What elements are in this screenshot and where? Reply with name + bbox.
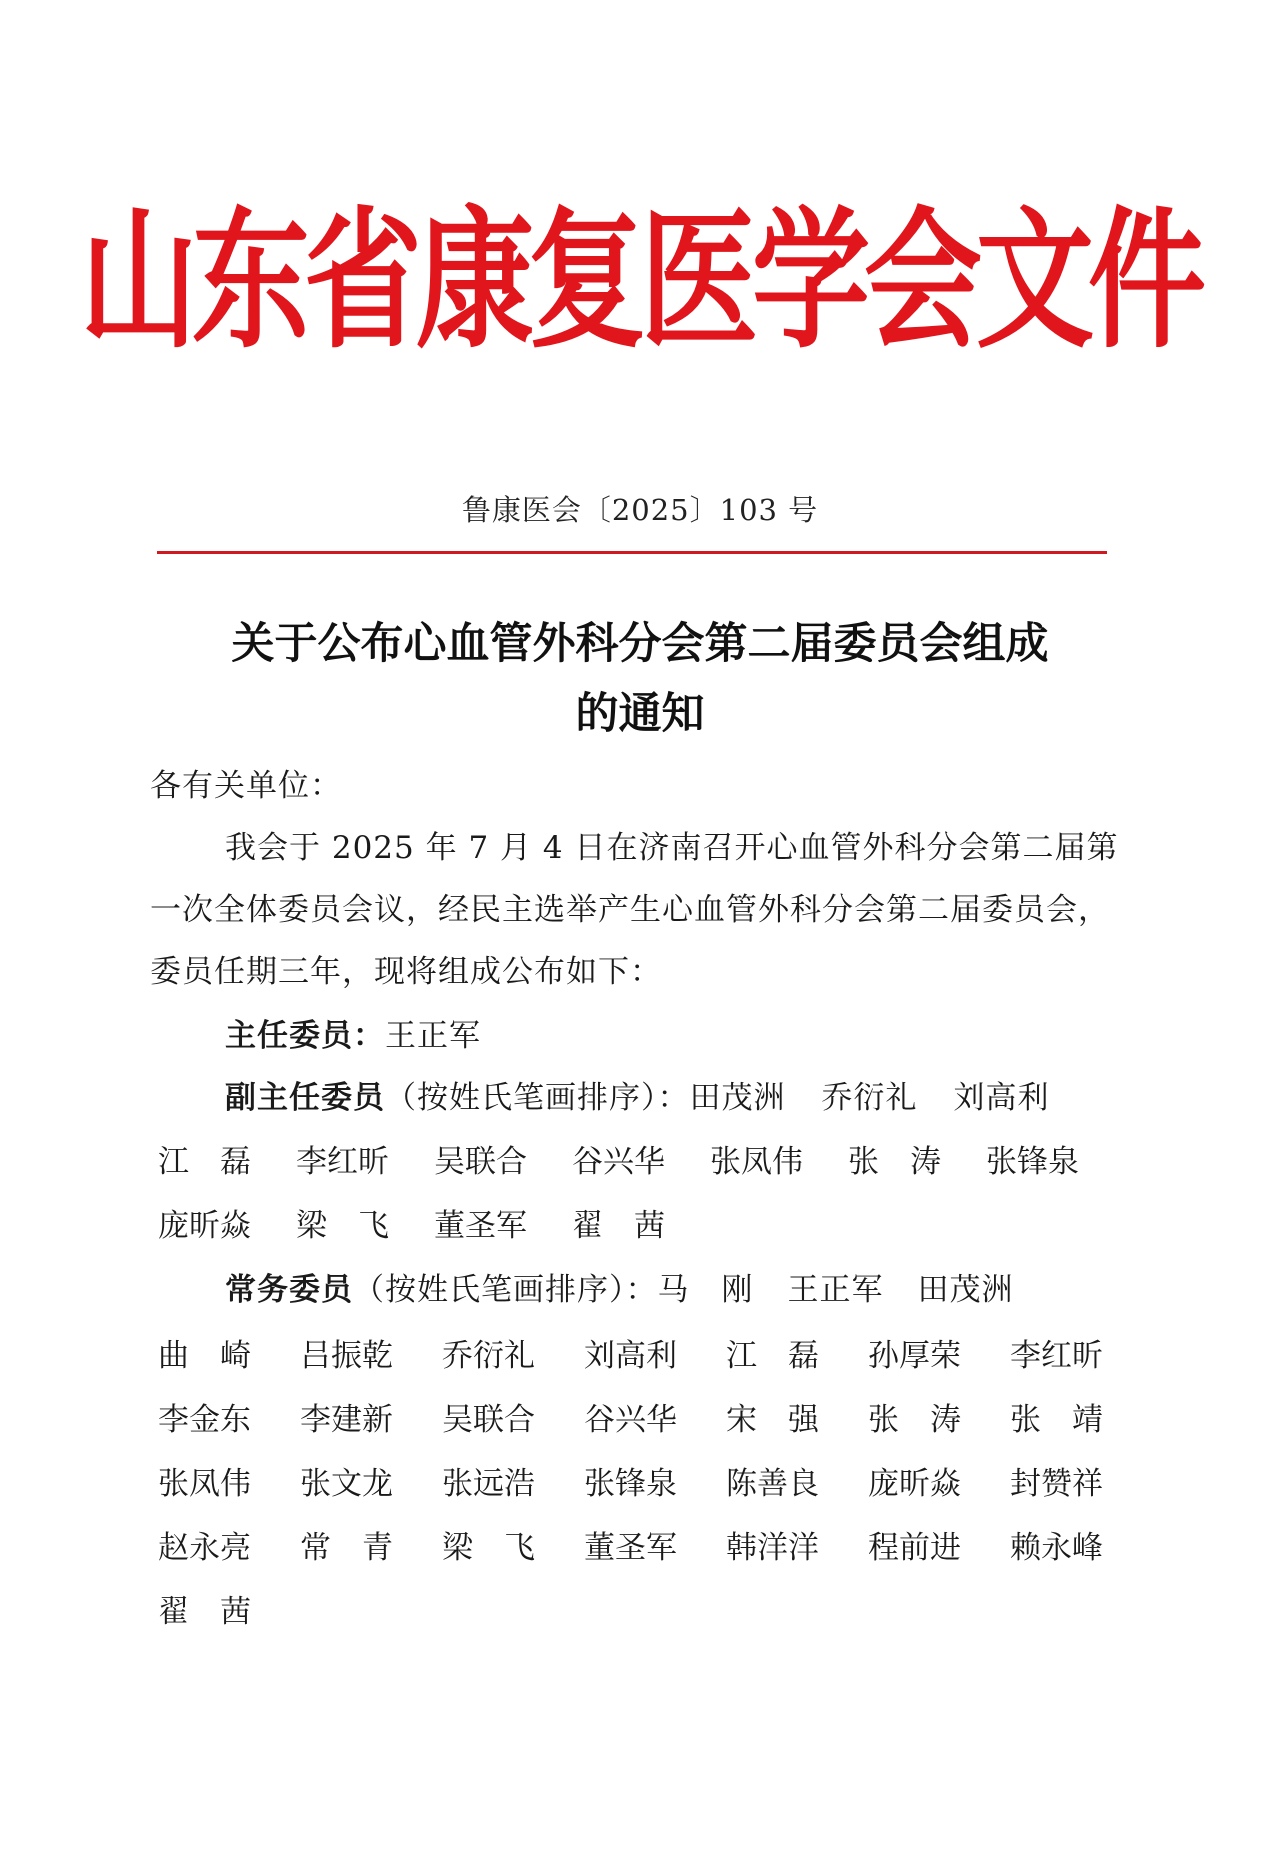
- standing-member-name: 李金东: [158, 1402, 251, 1438]
- vice-directors-note: （按姓氏笔画排序）：: [385, 1080, 690, 1116]
- vice-director-name: 吴联合: [434, 1144, 527, 1180]
- standing-member-name: 刘高利: [584, 1338, 677, 1374]
- paragraph-line-3: 委员任期三年，现将组成公布如下：: [150, 954, 662, 990]
- standing-member-name: 乔衍礼: [442, 1338, 535, 1374]
- standing-member-name: 翟 茜: [158, 1594, 251, 1630]
- vice-directors-row-2: [158, 1200, 710, 1245]
- standing-member-name: 张 涛: [868, 1402, 961, 1438]
- standing-members-label: 常务委员: [225, 1272, 353, 1308]
- director-label: 主任委员：: [225, 1018, 385, 1054]
- vice-director-name: 乔衍礼: [821, 1080, 918, 1116]
- red-divider-line: [157, 551, 1107, 554]
- vice-director-name: 江 磊: [158, 1144, 251, 1180]
- vice-director-name: 董圣军: [434, 1208, 527, 1244]
- standing-member-name: 常 青: [300, 1530, 393, 1566]
- paragraph-line-1: 我会于 2025 年 7 月 4 日在济南召开心血管外科分会第二届第: [225, 830, 1119, 866]
- standing-member-name: 赖永峰: [1010, 1530, 1103, 1566]
- vice-director-name: 刘高利: [953, 1080, 1050, 1116]
- vice-director-name: 李红昕: [296, 1144, 389, 1180]
- standing-member-name: 赵永亮: [158, 1530, 251, 1566]
- standing-members-note: （按姓氏笔画排序）：: [353, 1272, 658, 1308]
- vice-director-name: 庞昕焱: [158, 1208, 251, 1244]
- standing-members-row-4: [158, 1522, 1152, 1567]
- standing-member-name: 吕振乾: [300, 1338, 393, 1374]
- standing-member-name: 董圣军: [584, 1530, 677, 1566]
- vice-director-name: 梁 飞: [296, 1208, 389, 1244]
- document-number: 鲁康医会〔2025〕103 号: [461, 493, 819, 527]
- standing-members-row-1: [158, 1330, 1152, 1375]
- standing-member-name: 张锋泉: [584, 1466, 677, 1502]
- standing-member-name: 李红昕: [1010, 1338, 1103, 1374]
- standing-members-row-3: [158, 1458, 1152, 1503]
- standing-member-name: 封赞祥: [1010, 1466, 1103, 1502]
- standing-member-name: 李建新: [300, 1402, 393, 1438]
- notice-title-line2: 的通知: [575, 689, 705, 739]
- standing-member-name: 曲 崎: [158, 1338, 251, 1374]
- vice-director-name: 张凤伟: [710, 1144, 803, 1180]
- standing-member-name: 庞昕焱: [868, 1466, 961, 1502]
- vice-director-name: 张锋泉: [986, 1144, 1079, 1180]
- vice-director-name: 田茂洲: [689, 1080, 786, 1116]
- standing-member-name: 孙厚荣: [868, 1338, 961, 1374]
- org-document-header: 山东省康复医学会文件: [79, 190, 1200, 369]
- standing-members-row-2: [158, 1394, 1152, 1439]
- standing-member-name: 王正军: [787, 1272, 884, 1308]
- standing-member-name: 谷兴华: [584, 1402, 677, 1438]
- vice-director-name: 谷兴华: [572, 1144, 665, 1180]
- standing-member-name: 张文龙: [300, 1466, 393, 1502]
- paragraph-line-2: 一次全体委员会议，经民主选举产生心血管外科分会第二届委员会，: [150, 892, 1110, 928]
- standing-member-name: 宋 强: [726, 1402, 819, 1438]
- vice-director-name: 张 涛: [848, 1144, 941, 1180]
- standing-member-name: 张远浩: [442, 1466, 535, 1502]
- vice-directors-row-1: [158, 1136, 1124, 1181]
- vice-directors-label: 副主任委员: [225, 1080, 385, 1116]
- standing-member-name: 程前进: [868, 1530, 961, 1566]
- standing-member-name: 张 靖: [1010, 1402, 1103, 1438]
- standing-member-name: 张凤伟: [158, 1466, 251, 1502]
- director-name: 王正军: [385, 1018, 481, 1054]
- standing-member-name: 陈善良: [726, 1466, 819, 1502]
- standing-member-name: 江 磊: [726, 1338, 819, 1374]
- vice-directors-heading: [225, 1072, 1050, 1117]
- director-line: [225, 1010, 481, 1055]
- vice-director-name: 翟 茜: [572, 1208, 665, 1244]
- standing-member-name: 梁 飞: [442, 1530, 535, 1566]
- standing-member-name: 吴联合: [442, 1402, 535, 1438]
- standing-members-heading: [225, 1264, 1014, 1309]
- standing-member-name: 韩洋洋: [726, 1530, 819, 1566]
- notice-title-line1: 关于公布心血管外科分会第二届委员会组成: [231, 619, 1049, 669]
- standing-member-name: 马 刚: [657, 1272, 754, 1308]
- standing-members-row-5: [158, 1586, 300, 1631]
- standing-member-name: 田茂洲: [917, 1272, 1014, 1308]
- salutation: 各有关单位：: [150, 768, 342, 804]
